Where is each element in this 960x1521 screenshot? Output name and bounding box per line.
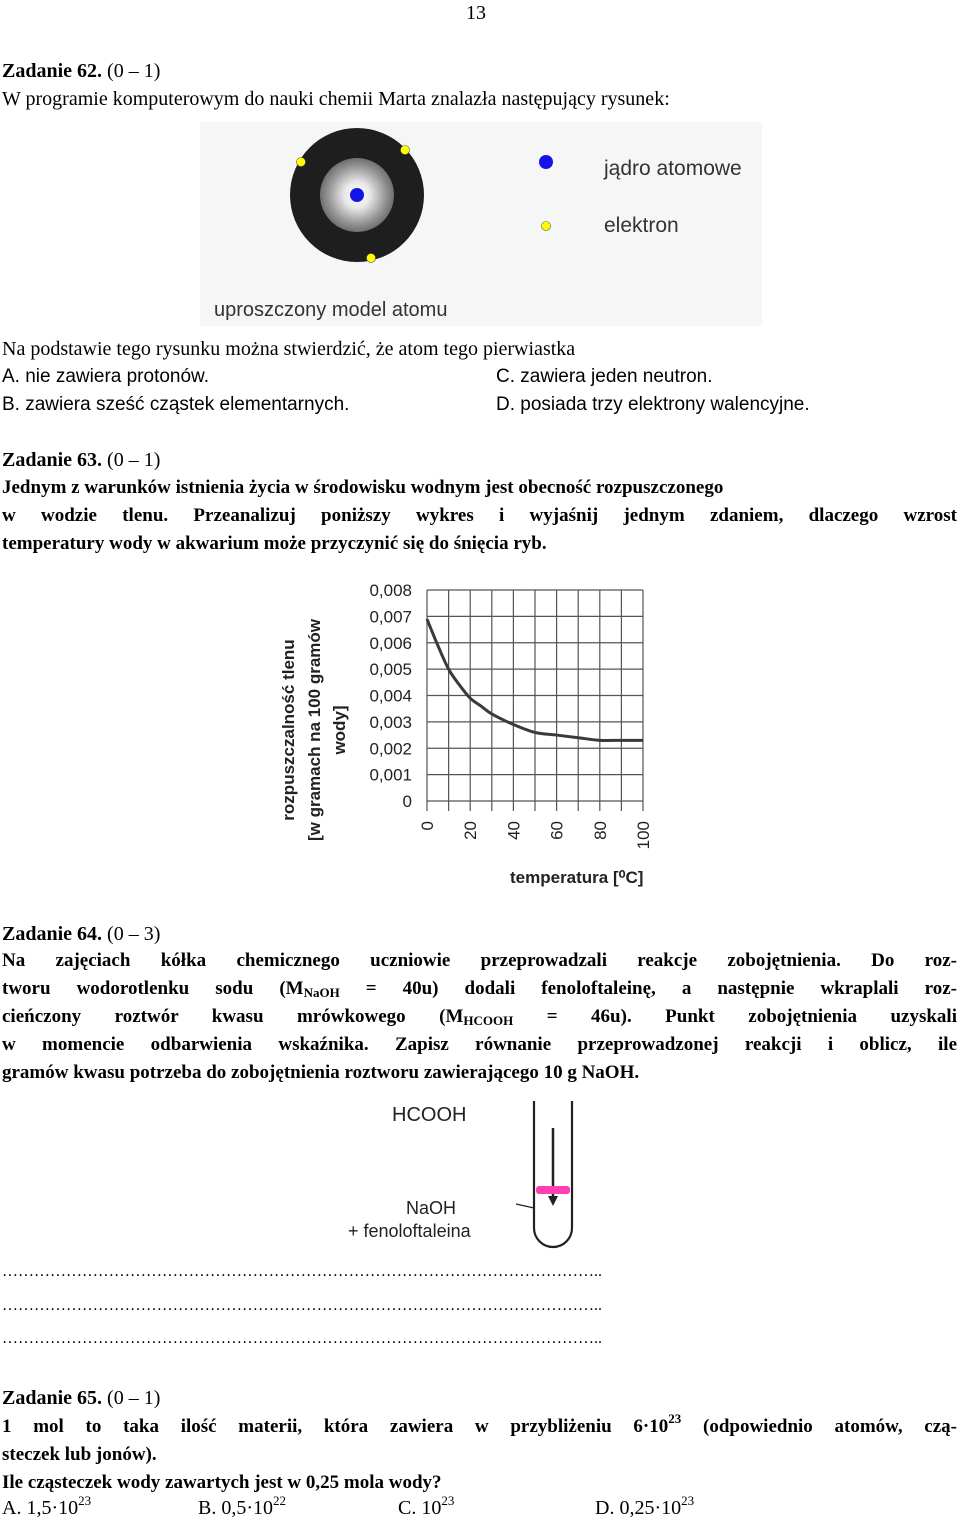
task62-option-d: D. posiada trzy elektrony walencyjne. <box>496 394 810 415</box>
chart-y-tick-label: 0 <box>402 792 412 811</box>
chart-y-tick-label: 0,001 <box>369 765 412 785</box>
chart-x-tick-label: 20 <box>461 821 481 840</box>
task65-option-c <box>398 1493 455 1520</box>
chart-grid <box>427 590 643 811</box>
figure-caption: uproszczony model atomu <box>214 299 448 321</box>
chart-x-tick-label: 40 <box>504 821 524 840</box>
task63-points: (0 – 1) <box>107 449 161 471</box>
task65-option-b-base: B. 0,5·10 <box>198 1497 273 1519</box>
task64-line2-sub: NaOH <box>303 985 340 1000</box>
task64-line3 <box>2 1004 957 1030</box>
task65-points: (0 – 1) <box>107 1387 161 1409</box>
task65-line1-pre: 1 mol to taka ilość materii, która zawiera w przybliżeniu 6·10 <box>2 1416 669 1437</box>
electron-dot-1 <box>297 158 306 167</box>
task65-title: Zadanie 65. <box>2 1387 103 1409</box>
task62-question: Na podstawie tego rysunku można stwierdzić, że atom tego pierwiastka <box>2 338 576 360</box>
chart-ylabel-line2: [w gramach na 100 gramów <box>305 618 324 842</box>
task64-line2-pre: tworu wodorotlenku sodu (M <box>2 978 304 999</box>
task62-option-a: A. nie zawiera protonów. <box>2 366 210 387</box>
oxygen-solubility-chart <box>270 565 690 900</box>
task62-option-c: C. zawiera jeden neutron. <box>496 366 713 387</box>
chart-ylabel-line3: wody] <box>330 705 349 755</box>
legend-nucleus-label: jądro atomowe <box>604 157 742 180</box>
chart-x-tick-label: 0 <box>418 821 437 831</box>
chart-x-tick-label: 60 <box>547 821 567 840</box>
task63-line1: Jednym z warunków istnienia życia w środowisku wodnym jest obecność rozpuszczonego <box>2 477 724 498</box>
chart-y-tick-labels <box>369 581 412 811</box>
answer-line-2: ………………………………………………………………………………………………….. <box>2 1297 602 1314</box>
chart-y-tick-label: 0,004 <box>369 686 412 706</box>
electron-dot-3 <box>367 254 376 263</box>
task65-option-d-base: D. 0,25·10 <box>595 1497 682 1519</box>
atom-model-figure <box>200 122 762 326</box>
chart-y-tick-label: 0,006 <box>369 633 412 653</box>
pink-solution-surface <box>536 1186 570 1194</box>
task63-heading <box>2 447 160 473</box>
base-label: NaOH <box>406 1198 457 1218</box>
task63-line3: temperatury wody w akwarium może przyczynić się do śnięcia ryb. <box>2 533 547 554</box>
task64-line4: w momencie odbarwienia wskaźnika. Zapisz równanie przeprowadzonej reakcji i oblicz, ile <box>2 1034 957 1055</box>
task64-line1: Na zajęciach kółka chemicznego uczniowie przeprowadzali reakcje zobojętnienia. Do roz- <box>2 950 957 971</box>
task65-option-c-exp: 23 <box>441 1493 455 1508</box>
chart-y-tick-label: 0,003 <box>369 712 412 732</box>
task65-question: Ile cząsteczek wody zawartych jest w 0,25 mola wody? <box>2 1472 442 1493</box>
task65-line1-sup: 23 <box>668 1411 682 1426</box>
task63-title: Zadanie 63. <box>2 449 103 471</box>
legend-electron-label: elektron <box>604 214 679 237</box>
chart-x-tick-labels <box>418 821 653 849</box>
nucleus-dot <box>350 188 364 202</box>
task62-title: Zadanie 62. <box>2 60 103 82</box>
task65-line1-post: (odpowiednio atomów, czą- <box>681 1416 958 1437</box>
electron-dot-2 <box>401 146 410 155</box>
acid-label: HCOOH <box>392 1104 467 1126</box>
task65-option-a <box>2 1493 92 1520</box>
legend-nucleus-dot <box>539 155 553 169</box>
indicator-label: + fenoloftaleina <box>348 1221 471 1241</box>
task64-line2-post: = 40u) dodali fenoloftaleinę, a następnie wkraplali roz- <box>339 978 957 999</box>
task65-option-c-base: C. 10 <box>398 1497 442 1519</box>
task62-option-b: B. zawiera sześć cząstek elementarnych. <box>2 394 350 415</box>
task65-heading <box>2 1385 160 1411</box>
task62-intro: W programie komputerowym do nauki chemii Marta znalazła następujący rysunek: <box>2 88 670 110</box>
task64-line3-pre: cieńczony roztwór kwasu mrówkowego (M <box>2 1006 464 1027</box>
page-number: 13 <box>466 2 486 24</box>
task65-line2: steczek lub jonów). <box>2 1444 157 1465</box>
task63-line2 <box>2 503 957 529</box>
task63-line2a: w wodzie tlenu. <box>2 505 169 526</box>
task65-option-b <box>198 1493 286 1520</box>
chart-y-tick-label: 0,008 <box>369 581 412 600</box>
task65-option-a-base: A. 1,5·10 <box>2 1497 79 1519</box>
task65-option-a-exp: 23 <box>78 1493 92 1508</box>
task64-line5: gramów kwasu potrzeba do zobojętnienia roztworu zawierającego 10 g NaOH. <box>2 1062 640 1083</box>
legend-electron-dot <box>542 222 551 231</box>
label-pointer-line <box>516 1204 534 1208</box>
task62-points: (0 – 1) <box>107 60 161 82</box>
test-tube-figure <box>340 1096 622 1258</box>
task63-line2b: Przeanalizuj poniższy wykres i wyjaśnij jednym zdaniem, dlaczego wzrost <box>193 505 957 526</box>
task65-option-d <box>595 1493 695 1520</box>
chart-x-tick-label: 100 <box>634 821 653 850</box>
task65-line1 <box>2 1411 958 1440</box>
task64-line3-post: = 46u). Punkt zobojętnienia uzyskali <box>513 1006 957 1027</box>
task64-title: Zadanie 64. <box>2 923 103 945</box>
dropper-tip <box>548 1196 558 1206</box>
task65-option-b-exp: 22 <box>273 1493 286 1508</box>
task65-option-d-exp: 23 <box>681 1493 695 1508</box>
answer-line-3: ………………………………………………………………………………………………….. <box>2 1330 602 1347</box>
task64-points: (0 – 3) <box>107 923 161 945</box>
answer-line-1: ………………………………………………………………………………………………….. <box>2 1263 602 1280</box>
task64-line2 <box>2 976 957 1002</box>
chart-y-tick-label: 0,007 <box>369 607 412 627</box>
task64-line3-sub: HCOOH <box>463 1013 514 1028</box>
chart-y-tick-label: 0,002 <box>369 739 412 759</box>
chart-ylabel-line1: rozpuszczalność tlenu <box>279 639 298 821</box>
chart-x-tick-label: 80 <box>590 821 610 840</box>
task62-heading <box>2 58 160 84</box>
task64-heading <box>2 921 160 947</box>
chart-xlabel: temperatura [⁰C] <box>510 868 644 887</box>
chart-y-tick-label: 0,005 <box>369 660 412 680</box>
